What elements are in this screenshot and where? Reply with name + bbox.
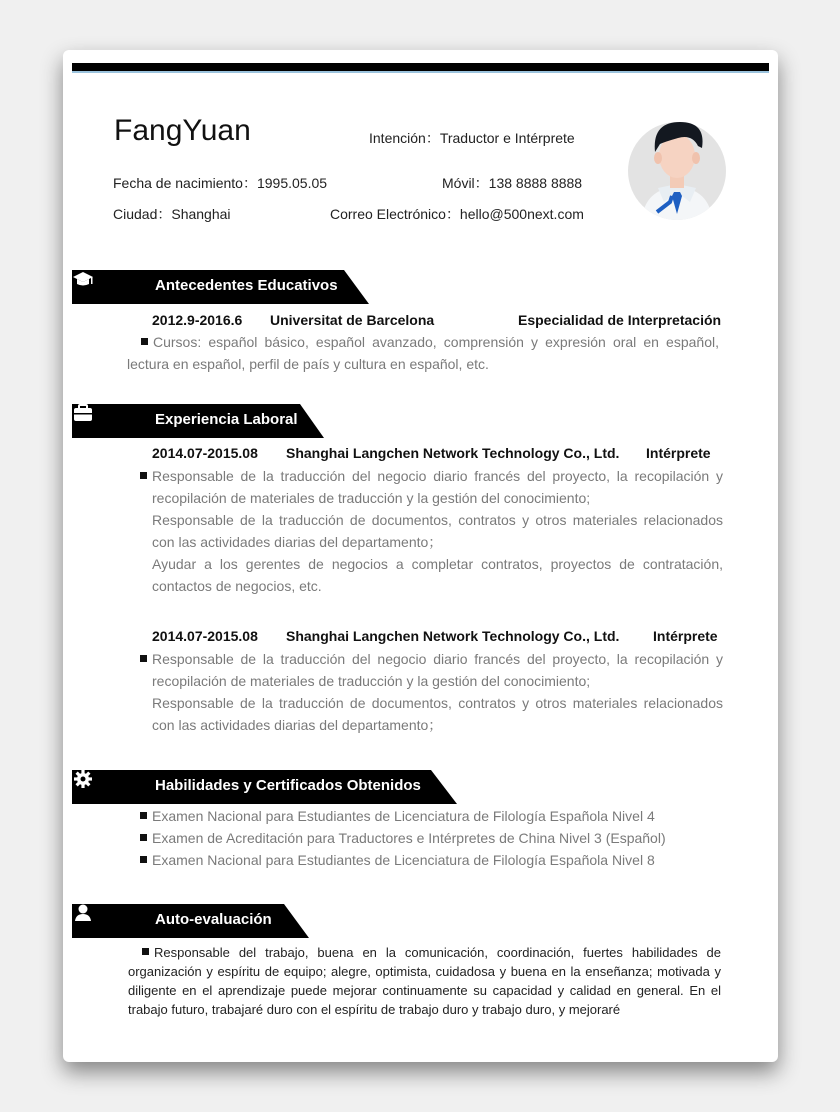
job1-role: Intérprete xyxy=(646,445,711,461)
job1-company: Shanghai Langchen Network Technology Co., Ltd. xyxy=(286,445,620,461)
section-header-work xyxy=(72,404,324,438)
user-icon xyxy=(72,904,94,922)
job1-date: 2014.07-2015.08 xyxy=(152,445,258,461)
job2-desc-1: Responsable de la traducción del negocio diario francés del proyecto, la recopilación y recopilación de materiales de traducción y la gestión del conocimiento; xyxy=(152,651,723,689)
job2-desc-2: Responsable de la traducción de documentos, contratos y otros materiales relacionados con las actividades diarias del departamento； xyxy=(152,695,723,733)
email: Correo Electrónico：hello@500next.com xyxy=(330,206,584,222)
job2-role: Intérprete xyxy=(653,628,718,644)
edu-courses-text: Cursos: español básico, español avanzado, comprensión y expresión oral en español, lectura en español, perfil de país y cultura en español, etc. xyxy=(127,334,719,372)
birth-date: Fecha de nacimiento：1995.05.05 xyxy=(113,175,328,191)
skill-item xyxy=(140,830,666,846)
self-evaluation-text: Responsable del trabajo, buena en la comunicación, coordinación, fuertes habilidades de organización y espíritu de equipo; alegre, optimista, cuidadosa y buena en la enseñanza; motivada y diligente en el aprendizaje puede mejorar continuamente su capacidad y calidad en general. En el trabajo futuro, trabajaré duro con el espíritu de trabajo duro y trabajo duro, y mejoraré xyxy=(128,945,721,1017)
section-title: Habilidades y Certificados Obtenidos xyxy=(155,777,421,794)
bullet-icon xyxy=(142,948,149,955)
edu-major: Especialidad de Interpretación xyxy=(518,312,722,328)
job1-desc-2: Responsable de la traducción de documentos, contratos y otros materiales relacionados con las actividades diarias del departamento； xyxy=(152,512,723,550)
section-header-skills xyxy=(72,770,457,804)
edu-date: 2012.9-2016.6 xyxy=(152,312,243,328)
job2-company: Shanghai Langchen Network Technology Co., Ltd. xyxy=(286,628,620,644)
top-bar xyxy=(72,63,769,73)
graduation-cap-icon xyxy=(72,270,94,288)
bullet-icon xyxy=(140,472,147,479)
skill-item-text: Examen de Acreditación para Traductores e Intérpretes de China Nivel 3 (Español) xyxy=(152,830,666,846)
section-title: Auto-evaluación xyxy=(155,911,272,928)
edu-school: Universitat de Barcelona xyxy=(270,312,435,328)
self-evaluation xyxy=(128,943,721,1019)
skill-item xyxy=(140,808,655,824)
gear-icon xyxy=(72,770,94,788)
bullet-icon xyxy=(140,856,147,863)
candidate-name: FangYuan xyxy=(114,114,251,147)
skill-item-text: Examen Nacional para Estudiantes de Licenciatura de Filología Española Nivel 4 xyxy=(152,808,655,824)
section-header-self xyxy=(72,904,309,938)
skill-item-text: Examen Nacional para Estudiantes de Licenciatura de Filología Española Nivel 8 xyxy=(152,852,655,868)
resume-page xyxy=(63,50,778,1062)
bullet-icon xyxy=(140,655,147,662)
edu-courses xyxy=(127,331,719,375)
bullet-icon xyxy=(140,834,147,841)
briefcase-icon xyxy=(72,404,94,422)
section-title: Antecedentes Educativos xyxy=(155,277,338,294)
section-header-education xyxy=(72,270,369,304)
intention: Intención：Traductor e Intérprete xyxy=(369,130,575,146)
job1-desc-1: Responsable de la traducción del negocio diario francés del proyecto, la recopilación y recopilación de materiales de traducción y la gestión del conocimiento; xyxy=(152,468,723,506)
avatar xyxy=(628,118,726,220)
bullet-icon xyxy=(140,812,147,819)
job1-desc-3: Ayudar a los gerentes de negocios a completar contratos, proyectos de contratación, contactos de negocios, etc. xyxy=(152,556,723,594)
skill-item xyxy=(140,852,655,868)
section-title: Experiencia Laboral xyxy=(155,411,298,428)
bullet-icon xyxy=(141,338,148,345)
phone: Móvil：138 8888 8888 xyxy=(442,175,583,191)
city: Ciudad：Shanghai xyxy=(113,206,231,222)
job2-date: 2014.07-2015.08 xyxy=(152,628,258,644)
